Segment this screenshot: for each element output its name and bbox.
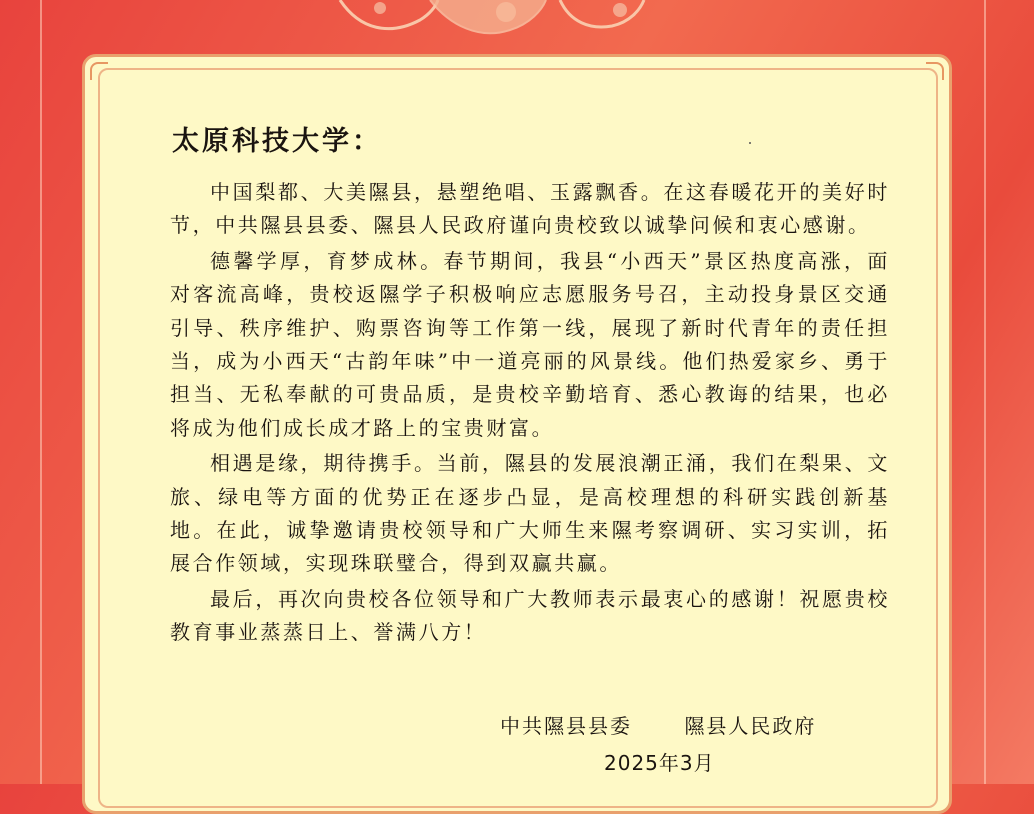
- signer-county-government: 隰县人民政府: [684, 714, 817, 738]
- letter-paragraph-2: 德馨学厚，育梦成林。春节期间，我县“小西天”景区热度高涨，面对客流高峰，贵校返隰学子积极响应志愿服务号召，主动投身景区交通引导、秩序维护、购票咨询等工作第一线，展现了新时代青年的责任担当，成为小西天“古韵年味”中一道亮丽的风景线。他们热爱家乡、勇于担当、无私奉献的可贵品质，是贵校辛勤培育、悉心教诲的结果，也必将成为他们成长成才路上的宝贵财富。: [170, 248, 890, 440]
- letter-body: [170, 122, 890, 652]
- background-stripe-left: [40, 0, 42, 784]
- signer-county-committee: 中共隰县县委: [500, 714, 632, 738]
- letter-signature: [500, 710, 816, 739]
- background-stripe-right: [984, 0, 986, 784]
- flower-flourish-icon: [320, 0, 700, 48]
- letter-paragraph-3: 相遇是缘，期待携手。当前，隰县的发展浪潮正涌，我们在梨果、文旅、绿电等方面的优势正在逐步凸显，是高校理想的科研实践创新基地。在此，诚挚邀请贵校领导和广大师生来隰考察调研、实习实训，拓展合作领域，实现珠联璧合，得到双赢共赢。: [170, 451, 890, 576]
- letter-paragraph-1: 中国梨都、大美隰县，悬塑绝唱、玉露飘香。在这春暖花开的美好时节，中共隰县县委、隰县人民政府谨向贵校致以诚挚问候和衷心感谢。: [170, 180, 890, 238]
- frame-corner-top-right: [926, 62, 944, 80]
- letter-paragraph-4: 最后，再次向贵校各位领导和广大教师表示最衷心的感谢！祝愿贵校教育事业蒸蒸日上、誉满八方！: [170, 586, 890, 645]
- letter-salutation: 太原科技大学：: [172, 126, 382, 157]
- letter-date: 2025年3月: [604, 751, 715, 775]
- frame-corner-top-left: [90, 62, 108, 80]
